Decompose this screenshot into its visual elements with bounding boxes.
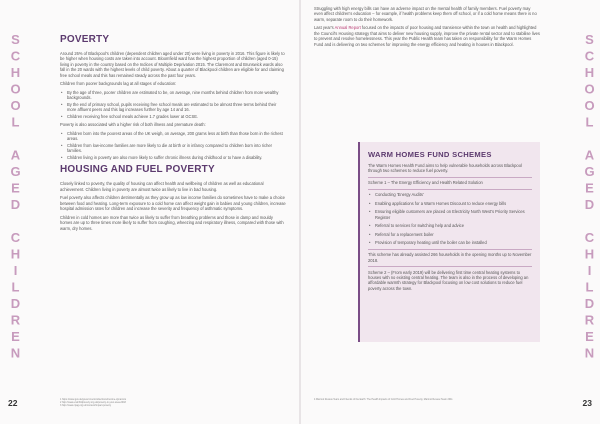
footnote: 2 http://www.endchildpoverty.org.uk/poverty-in-your-area-2018 [60, 401, 126, 404]
footnotes-left [60, 398, 260, 407]
housing-heading: HOUSING AND FUEL POVERTY [60, 164, 215, 176]
side-title-left: SCHOOL AGED CHILDREN [8, 32, 23, 362]
box-paragraph-1: The Warm Homes Health Fund aims to help vulnerable households across Blackpool through two schemes to reduce fuel poverty. [368, 163, 522, 174]
box-paragraph-2: Scheme 1 – The Energy Efficiency and Health Related Solution [368, 180, 483, 186]
housing-paragraph-2: Fuel poverty also affects children detrimentally as they grow up as low income families do sometimes have to make a choice between food and heating. Long-term exposure to a cold home can affect weight gain in babies and young children, increase hospital admission rates for children and increase the severity and frequency of asthmatic symptoms. [60, 195, 286, 212]
housing-paragraph-1: Closely linked to poverty, the quality of housing can affect health and wellbeing of children as well as educational achievement. Children living in poverty are almost twice as likely to live in bad housing. [60, 181, 264, 192]
divider [368, 249, 532, 250]
fuel-paragraph-1: Struggling with high energy bills can have an adverse impact on the mental health of family members. Fuel poverty may even affect children's education – for example, if health problems keep them off school, or if a cold home means there is no warm, separate room to do their homework. [314, 6, 537, 22]
box-paragraph-4: Scheme 2 – (From early 2019) will be delivering first time central heating systems to houses with no existing central heating. The team is also in the process of developing an affordable warmth strategy for Blackpool focusing on low cost solutions to reduce fuel poverty across the town. [368, 269, 529, 291]
side-title-right: SCHOOL AGED CHILDREN [582, 32, 597, 362]
poverty-paragraph-3: Poverty is also associated with a higher risk of both illness and premature death: [60, 122, 206, 128]
warm-homes-heading: WARM HOMES FUND SCHEMES [368, 150, 492, 159]
health-list [60, 131, 286, 160]
list-item: • Enabling applications for a Warm Homes Discount to reduce energy bills [368, 201, 532, 206]
list-item: • Referral to services for switching help and advice [368, 223, 532, 228]
poverty-paragraph-1: Around 26% of Blackpool's children (dependent children aged under 20) were living in poverty in 2016. This figure is likely to be higher when housing costs are taken into account. Bloomfield ward has the highest proportion of children (aged 0-15) living in poverty in the country based on the Indices of Multiple Deprivation 2015. The Claremont and Brunswick wards also fall in the 20 wards with the highest levels of child poverty. About a quarter of Blackpool children are eligible for and claiming free school meals and this has remained steady across the past four years. [60, 51, 285, 78]
list-item: • Children born into the poorest areas of the UK weigh, on average, 200 grams less at birth than those born in the richest areas. [60, 131, 286, 142]
list-item: • Children from low-income families are more likely to die at birth or in infancy compared to children born into richer families. [60, 143, 286, 154]
left-column [60, 34, 286, 234]
footnote-right: 4 Marmot Review Team and Friends of the Earth: The Health Impacts of Cold Homes and Fuel Poverty, Marmot Review Team 2011 [314, 398, 453, 401]
box-paragraph-3: This scheme has already assisted 266 households in the opening months up to November 2018. [368, 252, 532, 263]
page-number-left: 22 [8, 398, 18, 408]
page-number-right: 23 [582, 398, 592, 408]
housing-paragraph-3: Children in cold homes are more than twice as likely to suffer from breathing problems and those in damp and mouldy homes are up to three times more likely to suffer from coughing, wheezing and respiratory illness, compared with those with warm, dry homes. [60, 214, 284, 231]
list-item: • Referral for a replacement boiler [368, 232, 532, 237]
page-gutter [299, 0, 301, 424]
education-list [60, 90, 286, 119]
list-item: • Conducting 'Energy Audits' [368, 192, 532, 197]
divider [368, 189, 532, 190]
fuel-paragraph-2 [314, 25, 540, 47]
scheme-list [368, 192, 532, 245]
divider [368, 177, 532, 178]
poverty-paragraph-2: Children from poorer backgrounds lag at all stages of education: [60, 81, 177, 87]
list-item: • By the age of three, poorer children are estimated to be, on average, nine months behind children from more wealthy backgrounds. [60, 90, 286, 101]
list-item: • Provision of temporary heating until the boiler can be installed [368, 240, 532, 245]
warm-homes-box [358, 142, 540, 342]
poverty-heading: POVERTY [60, 34, 110, 45]
annual-report-link[interactable]: Annual Report [334, 25, 361, 31]
list-item: • Children receiving free school meals achieve 1.7 grades lower at GCSE. [60, 114, 286, 119]
divider [368, 266, 532, 267]
list-item: • By the end of primary school, pupils receiving free school meals are estimated to be almost three terms behind their more affluent peers and this lag increases further by age 14 and 16. [60, 102, 286, 113]
right-column [314, 6, 540, 50]
footnote: 1 https://www.gov.uk/government/collections/income-dynamics [60, 398, 127, 401]
text-span: focused on the impacts of poor housing and transience within the town on health and highlighted the Council's Housing strategy that aims to deliver new housing supply, improve the private rental sector and to stabilise lives to prevent and resolve homelessness. This year the Public Health team has taken on responsibility for the Warm Homes Fund and is delivering on two schemes for improving the energy efficiency and heating in houses in Blackpool. [314, 25, 540, 47]
text-span: Last year's [314, 25, 335, 31]
footnote: 3 http://www.cpag.org.uk/content/impact-poverty [60, 404, 112, 407]
list-item: • Ensuring eligible customers are placed on Electricity North West's Priority Services Register [368, 209, 532, 220]
list-item: • Children living in poverty are also more likely to suffer chronic illness during childhood or to have a disability. [60, 155, 286, 160]
